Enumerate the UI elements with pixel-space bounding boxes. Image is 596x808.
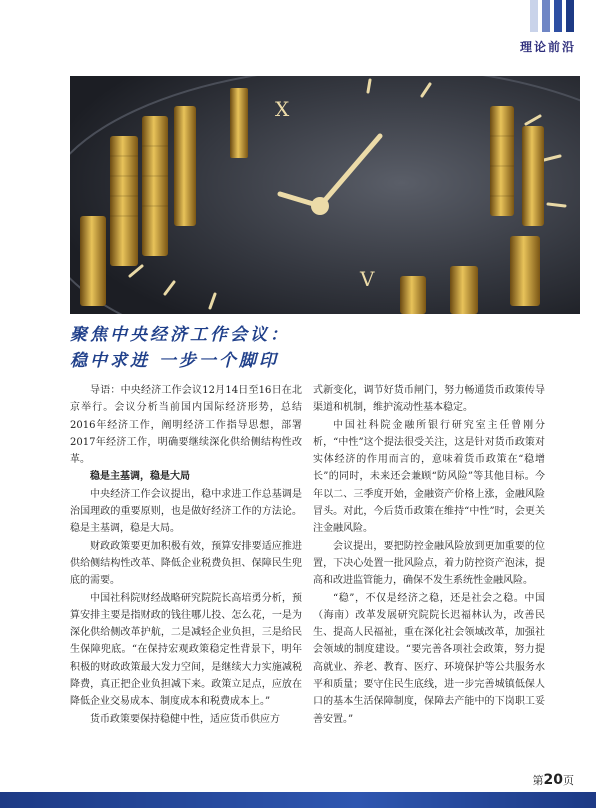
svg-text:V: V [360,267,375,291]
page-prefix: 第 [532,774,544,787]
title-line-1: 聚焦中央经济工作会议： [70,325,290,345]
page-number-value: 20 [543,772,563,788]
paragraph: 财政政策要更加积极有效，预算安排要适应推进供给侧结构性改革、降低企业税费负担、保障民生兜底的需要。 [70,540,302,587]
paragraph: 货币政策要保持稳健中性，适应货币供应方 [90,713,280,725]
section-label: 理论前沿 [519,40,576,54]
header-color-bars [530,0,574,32]
color-bar-1 [530,0,538,32]
paragraph: 中国社科院财经战略研究院院长高培勇分析，预算安排主要是指财政的钱往哪儿投、怎么花，一是为深化供给侧改革护航，二是减轻企业负担，三是给民生保障兜底。“在保持宏观政策稳定性背景下，明年积极的财政政策最大发力空间，是继续大力实施减税降费，真正把企业负担减下来。政策立足点，应放在降低企业交易成本、制度成本和税费成本上。” [70,592,302,708]
svg-text:X: X [275,97,290,121]
title-line-2: 稳中求进 一步一个脚印 [70,351,279,371]
color-bar-2 [542,0,550,32]
lead-paragraph: 导语：中央经济工作会议12月14日至16日在北京举行。会议分析当前国内国际经济形势，总结2016年经济工作，阐明经济工作指导思想，部署2017年经济工作，明确要继续深化供给侧结构性改革。 [70,385,302,466]
paragraph: 中央经济工作会议提出，稳中求进工作总基调是治国理政的重要原则，也是做好经济工作的方法论。稳是主基调，稳是大局。 [70,488,302,535]
footer-bar [0,792,596,808]
color-bar-4 [566,0,574,32]
clock-gold-coins-image [70,76,580,314]
left-column [70,382,302,728]
article-title [70,322,290,374]
paragraph-continued: 式新变化，调节好货币闸门，努力畅通货币政策传导渠道和机制，维护流动性基本稳定。 [313,385,545,414]
right-column [313,382,545,728]
paragraph: 中国社科院金融所银行研究室主任曾刚分析，“中性”这个提法很受关注，这是针对货币政策对实体经济的作用而言的，意味着货币政策在“稳增长”的同时，未来还会兼顾“防风险”等其他目标。今年以二、三季度开始，金融资产价格上涨，金融风险冒头。对此，今后货币政策在维持“中性”时，会更关注金融风险。 [313,419,545,535]
subheading: 稳是主基调，稳是大局 [90,471,190,483]
page-number [533,772,574,788]
page-suffix: 页 [563,774,574,787]
paragraph: 会议提出，要把防控金融风险放到更加重要的位置，下决心处置一批风险点，着力防控资产泡沫，提高和改进监管能力，确保不发生系统性金融风险。 [313,540,545,587]
color-bar-3 [554,0,562,32]
paragraph: “稳”，不仅是经济之稳，还是社会之稳。中国（海南）改革发展研究院院长迟福林认为，改善民生、提高人民福祉，重在深化社会领域改革，加强社会领域的制度建设。“要完善各项社会政策，努力提高就业、养老、教育、医疗、环境保护等公共服务水平和质量；要守住民生底线，进一步完善城镇低保人口的基本生活保障制度，保障去产能中的下岗职工妥善安置。” [313,592,545,725]
